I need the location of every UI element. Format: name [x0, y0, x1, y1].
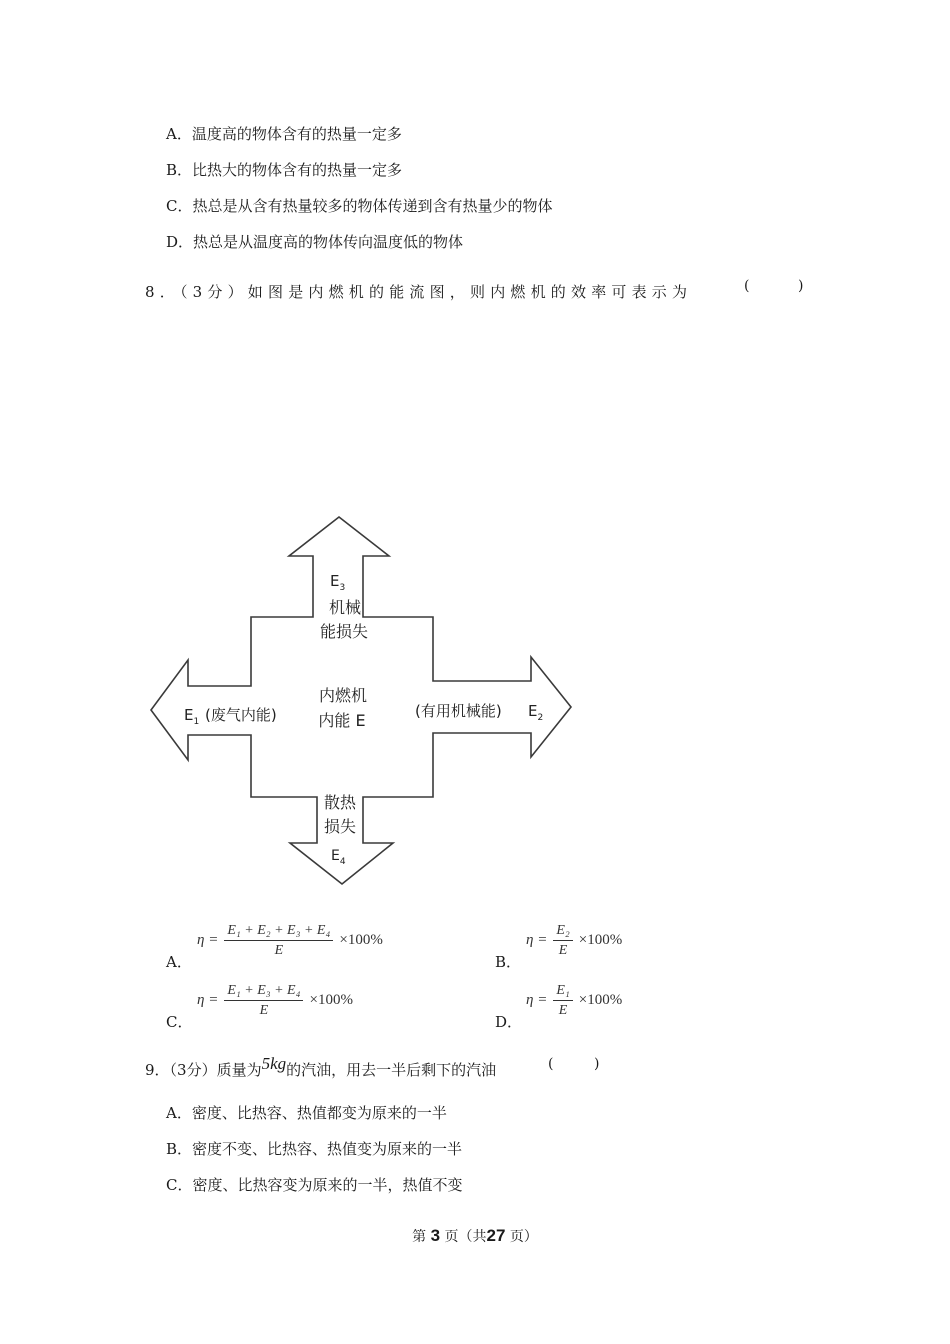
- center-line-1: 内燃机: [318, 686, 368, 705]
- top-energy-label: $E_3$: [330, 572, 346, 593]
- q8-formula-c: η = $\frac{\text{E₁ + E₃ + E₄}}{E}$ ×100%: [197, 983, 353, 1018]
- q9-option-b: B．密度不变、比热容、热值变为原来的一半: [166, 1140, 463, 1158]
- fraction-a: $\frac{\text{E₁ + E₂ + E₃ + E₄}}{E}$: [224, 922, 333, 959]
- page-total: 27: [486, 1226, 506, 1245]
- right-energy-label: $E_2$: [528, 702, 544, 723]
- left-energy-label: $E_1$: [184, 706, 200, 727]
- q7-option-c: C．热总是从含有热量较多的物体传递到含有热量少的物体: [166, 197, 553, 215]
- q8-formula-a: η = $\frac{\text{E₁ + E₂ + E₃ + E₄}}{E}$ ×100%: [197, 923, 383, 958]
- q9-paren-close: ): [594, 1056, 600, 1072]
- q9-paren-open: (: [548, 1056, 554, 1072]
- top-line-1: 机械: [328, 598, 362, 617]
- q8-paren-close: ): [798, 278, 804, 294]
- bottom-energy-label: $E_4$: [331, 848, 346, 867]
- q8-formula-b: η = $\frac{\text{E₂}}{E}$ ×100%: [526, 923, 623, 958]
- q8-option-a-letter: A．: [166, 953, 192, 971]
- fraction-d: $\frac{\text{E₁}}{E}$: [553, 982, 572, 1019]
- q7-option-b: B．比热大的物体含有的热量一定多: [166, 161, 403, 179]
- fraction-c: $\frac{\text{E₁ + E₃ + E₄}}{E}$: [224, 982, 303, 1019]
- q8-formula-d: η = $\frac{\text{E₁}}{E}$ ×100%: [526, 983, 623, 1018]
- q8-option-d-letter: D．: [495, 1013, 523, 1031]
- q8-paren-open: (: [744, 278, 750, 294]
- q7-option-a: A．温度高的物体含有的热量一定多: [166, 125, 402, 143]
- q9-stem: 9．（3分）质量为5kg的汽油，用去一半后剩下的汽油: [145, 1054, 497, 1079]
- q9-mass: 5kg: [261, 1054, 287, 1073]
- left-text: (废气内能): [205, 706, 277, 724]
- bottom-line-2: 损失: [323, 817, 357, 836]
- bottom-line-1: 散热: [323, 793, 357, 812]
- page-number: 3: [430, 1226, 441, 1245]
- q9-option-c: C．密度、比热容变为原来的一半，热值不变: [166, 1176, 463, 1194]
- q8-stem: 8．（3分）如图是内燃机的能流图，则内燃机的效率可表示为: [145, 283, 693, 301]
- q7-option-d: D．热总是从温度高的物体传向温度低的物体: [166, 233, 464, 251]
- page-footer: 第 3 页（共27 页）: [412, 1226, 538, 1245]
- top-line-2: 能损失: [319, 622, 369, 641]
- fraction-b: $\frac{\text{E₂}}{E}$: [553, 922, 572, 959]
- q8-option-c-letter: C．: [166, 1013, 193, 1031]
- right-text: (有用机械能): [415, 702, 502, 720]
- center-line-2: 内能 E: [318, 711, 366, 730]
- q8-option-b-letter: B．: [495, 953, 522, 971]
- q9-option-a: A．密度、比热容、热值都变为原来的一半: [166, 1104, 447, 1122]
